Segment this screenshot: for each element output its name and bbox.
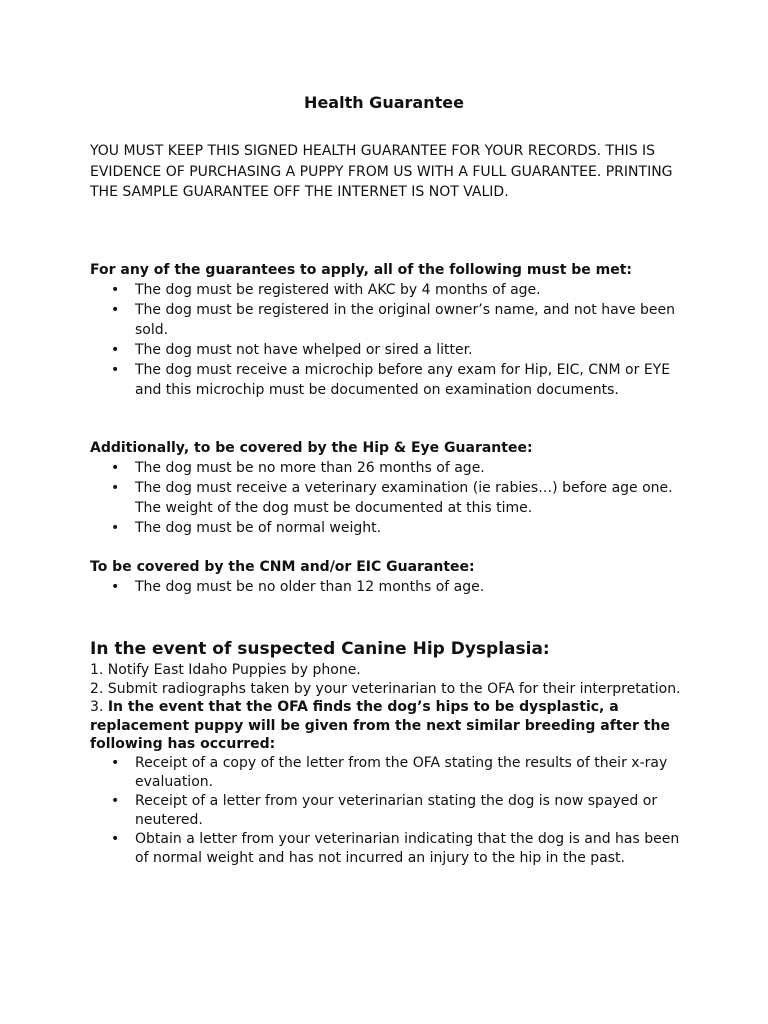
hip-eye-guarantee-section — [90, 438, 690, 538]
requirements-list — [90, 577, 690, 597]
general-requirements-section — [90, 260, 690, 400]
bullet-icon: • — [111, 579, 120, 595]
bullet-icon: • — [111, 302, 120, 318]
replacement-conditions-list — [90, 754, 690, 868]
bullet-icon: • — [111, 830, 120, 847]
hip-dysplasia-heading: In the event of suspected Canine Hip Dysplasia: — [90, 639, 550, 659]
requirements-list — [90, 280, 690, 400]
list-item: • The dog must receive a veterinary examination (ie rabies…) before age one. The weight of the dog must be documented at this time. — [111, 480, 673, 516]
list-item: • The dog must be no more than 26 months of age. — [111, 460, 485, 476]
list-item: • The dog must be registered with AKC by 4 months of age. — [111, 282, 541, 298]
bullet-icon: • — [111, 754, 120, 771]
bullet-icon: • — [111, 480, 120, 496]
section-heading: To be covered by the CNM and/or EIC Guarantee: — [90, 559, 475, 575]
list-item: • Receipt of a letter from your veterinarian stating the dog is now spayed or neutered. — [111, 792, 658, 828]
list-item: • The dog must be no older than 12 months of age. — [111, 579, 485, 595]
list-item: • Receipt of a copy of the letter from the OFA stating the results of their x-ray evaluation. — [111, 754, 668, 790]
requirements-list — [90, 458, 690, 538]
bullet-icon: • — [111, 362, 120, 378]
cnm-eic-guarantee-section — [90, 557, 690, 597]
step-3-text: In the event that the OFA finds the dog’s hips to be dysplastic, a replacement puppy will be given from the next similar breeding after the following has occurred: — [90, 699, 670, 752]
list-item: • The dog must be registered in the original owner’s name, and not have been sold. — [111, 302, 676, 338]
step-1: 1. Notify East Idaho Puppies by phone. — [90, 662, 361, 678]
step-2: 2. Submit radiographs taken by your veterinarian to the OFA for their interpretation. — [90, 680, 681, 697]
bullet-icon: • — [111, 282, 120, 298]
list-item: • The dog must be of normal weight. — [111, 520, 382, 536]
bullet-icon: • — [111, 342, 120, 358]
list-item: • Obtain a letter from your veterinarian indicating that the dog is and has been of normal weight and has not incurred an injury to the hip in the past. — [111, 830, 680, 866]
step-3 — [90, 698, 690, 754]
bullet-icon: • — [111, 520, 120, 536]
page-title: Health Guarantee — [304, 93, 464, 112]
records-notice: YOU MUST KEEP THIS SIGNED HEALTH GUARANTEE FOR YOUR RECORDS. THIS IS EVIDENCE OF PURCHASING A PUPPY FROM US WITH A FULL GUARANTEE. PRINTING THE SAMPLE GUARANTEE OFF THE INTERNET IS NOT VALID. — [90, 143, 673, 200]
bullet-icon: • — [111, 792, 120, 809]
section-heading: Additionally, to be covered by the Hip & Eye Guarantee: — [90, 440, 533, 456]
bullet-icon: • — [111, 460, 120, 476]
step-3-number: 3. — [90, 699, 108, 715]
list-item: • The dog must receive a microchip before any exam for Hip, EIC, CNM or EYE and this microchip must be documented on examination documents. — [111, 362, 671, 398]
hip-dysplasia-section — [90, 637, 690, 868]
section-heading: For any of the guarantees to apply, all of the following must be met: — [90, 262, 633, 278]
list-item: • The dog must not have whelped or sired a litter. — [111, 342, 473, 358]
